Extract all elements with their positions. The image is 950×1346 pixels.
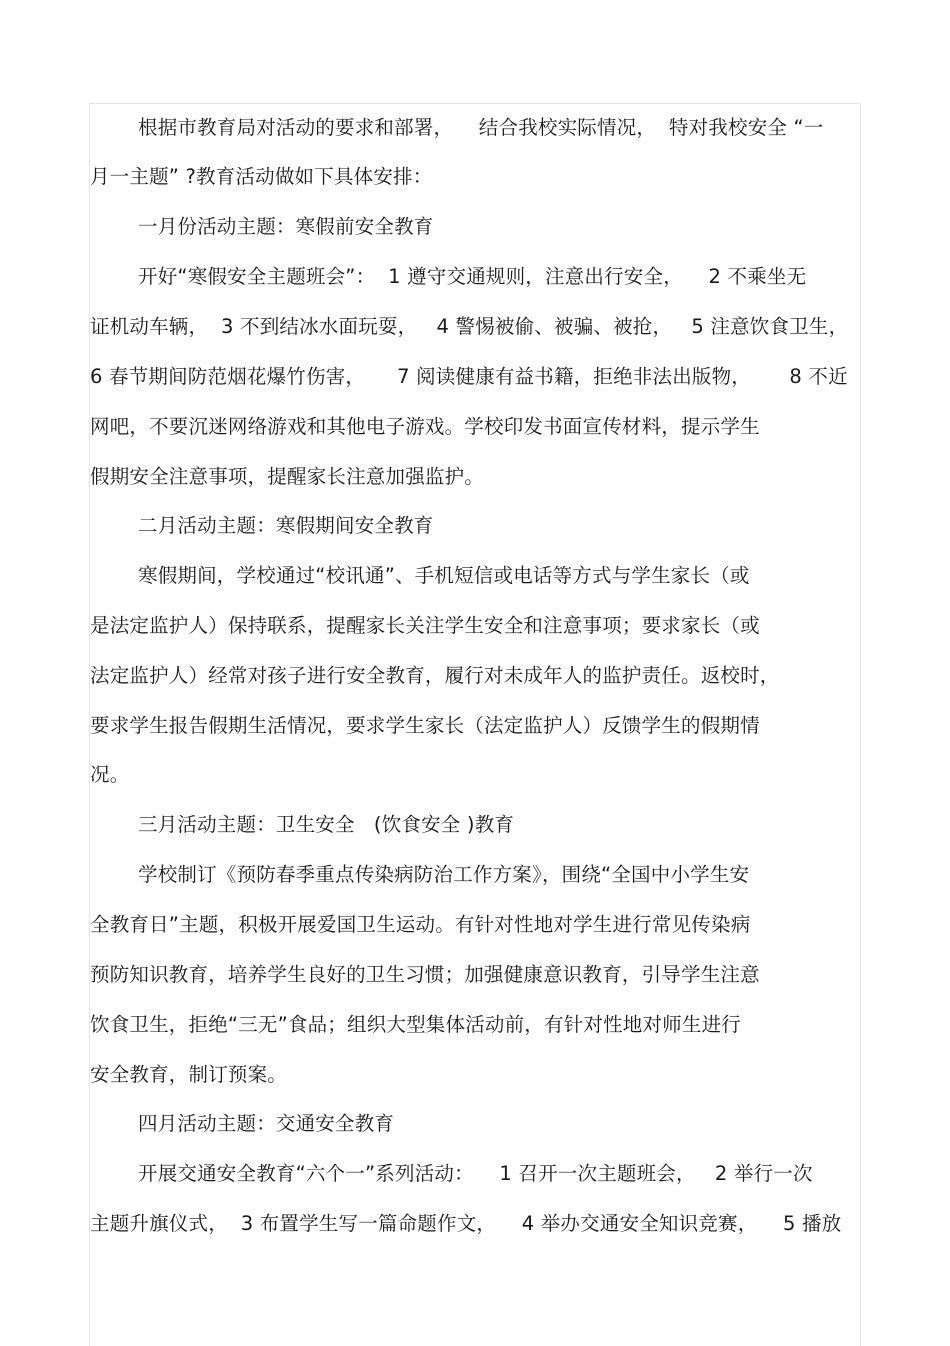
paragraph-intro-line: 根据市教育局对活动的要求和部署， 结合我校实际情况， 特对我校安全 “一 xyxy=(138,116,824,139)
february-body-line: 寒假期间，学校通过“校讯通”、手机短信或电话等方式与学生家长（或 xyxy=(138,564,750,587)
march-body-line: 安全教育，制订预案。 xyxy=(90,1063,288,1086)
february-body-line: 是法定监护人）保持联系，提醒家长关注学生安全和注意事项；要求家长（或 xyxy=(90,614,760,637)
march-body-line: 全教育日”主题，积极开展爱国卫生运动。有针对性地对学生进行常见传染病 xyxy=(90,913,751,936)
march-body-line: 学校制订《预防春季重点传染病防治工作方案》，围绕“全国中小学生安 xyxy=(138,863,750,886)
february-heading: 二月活动主题：寒假期间安全教育 xyxy=(138,514,434,537)
february-body-line: 要求学生报告假期生活情况，要求学生家长（法定监护人）反馈学生的假期情 xyxy=(90,714,760,737)
january-heading: 一月份活动主题：寒假前安全教育 xyxy=(138,215,434,238)
march-body-line: 预防知识教育，培养学生良好的卫生习惯；加强健康意识教育，引导学生注意 xyxy=(90,963,760,986)
january-body-line: 开好“寒假安全主题班会”： 1 遵守交通规则，注意出行安全， 2 不乘坐无 xyxy=(138,265,807,288)
april-heading: 四月活动主题：交通安全教育 xyxy=(138,1112,395,1135)
april-body-line: 开展交通安全教育“六个一”系列活动： 1 召开一次主题班会， 2 举行一次 xyxy=(138,1162,813,1185)
january-body-line: 假期安全注意事项，提醒家长注意加强监护。 xyxy=(90,465,485,488)
february-body-line: 法定监护人）经常对孩子进行安全教育，履行对未成年人的监护责任。返校时， xyxy=(90,664,780,687)
january-body-line: 网吧，不要沉迷网络游戏和其他电子游戏。学校印发书面宣传材料，提示学生 xyxy=(90,415,760,438)
march-heading: 三月活动主题：卫生安全 (饮食安全 )教育 xyxy=(138,813,515,836)
march-body-line: 饮食卫生，拒绝“三无”食品；组织大型集体活动前，有针对性地对师生进行 xyxy=(90,1013,742,1036)
january-body-line: 证机动车辆， 3 不到结冰水面玩耍， 4 警惕被偷、被骗、被抢， 5 注意饮食卫生， xyxy=(90,315,849,338)
january-body-line: 6 春节期间防范烟花爆竹伤害， 7 阅读健康有益书籍，拒绝非法出版物， 8 不近 xyxy=(90,365,848,388)
february-body-line: 况。 xyxy=(90,763,130,786)
april-body-line: 主题升旗仪式， 3 布置学生写一篇命题作文， 4 举办交通安全知识竞赛， 5 播放 xyxy=(90,1212,842,1235)
paragraph-intro-line: 月一主题” ?教育活动做如下具体安排： xyxy=(90,165,433,188)
